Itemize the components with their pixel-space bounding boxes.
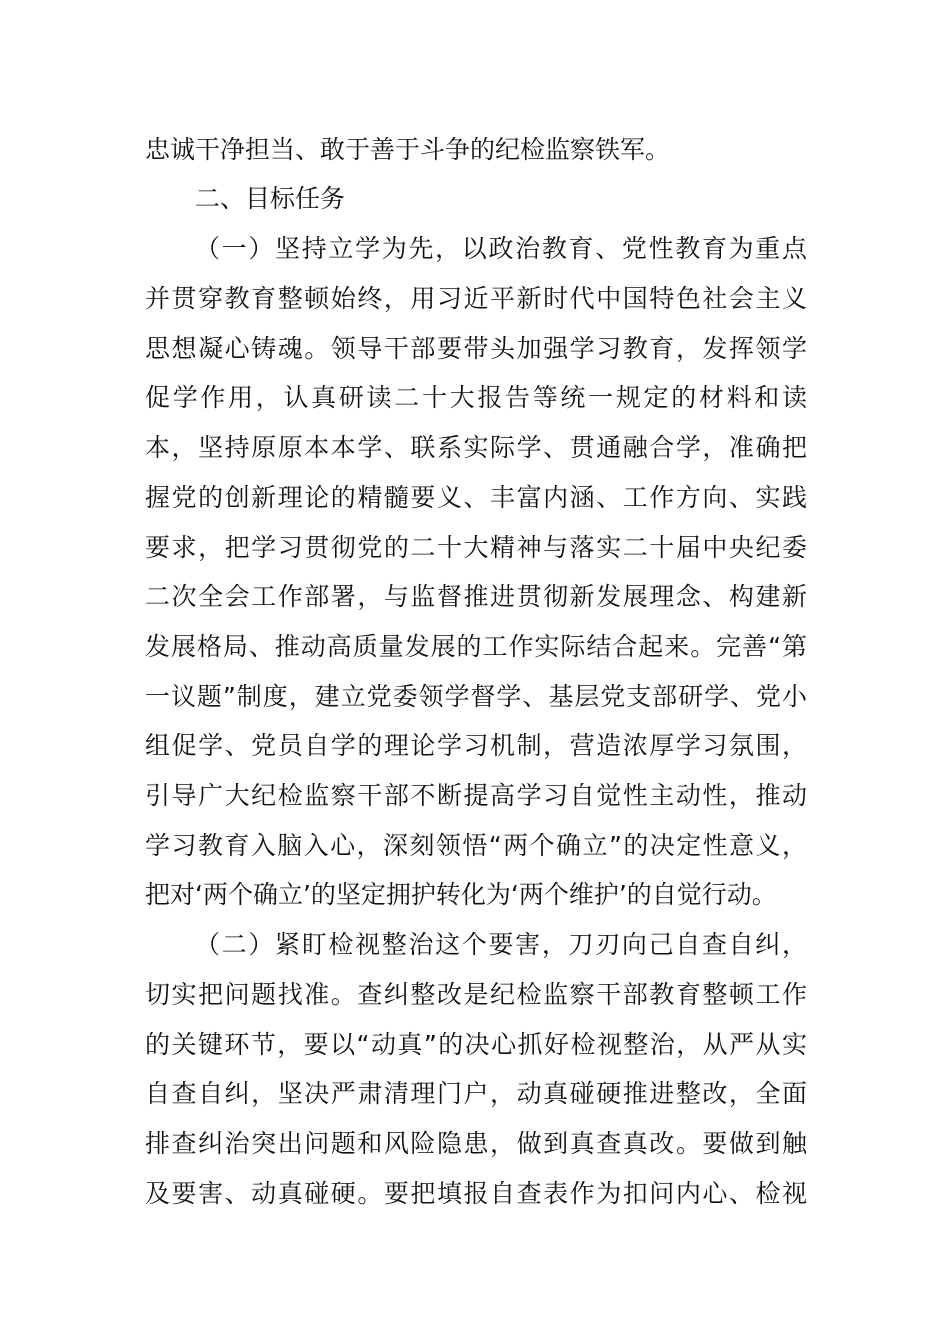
text-line-13: 组促学、党员自学的理论学习机制，营造浓厚学习氛围， (145, 731, 807, 760)
text-line-18: 切实把问题找准。查纠整改是纪检监察干部教育整顿工作 (145, 980, 807, 1009)
text-line-4: 并贯穿教育整顿始终，用习近平新时代中国特色社会主义 (145, 284, 807, 313)
section-heading: 二、目标任务 (195, 184, 346, 213)
text-line-12: 一议题”制度，建立党委领学督学、基层党支部研学、党小 (145, 682, 807, 711)
text-line-1: 忠诚干净担当、敢于善于斗争的纪检监察铁军。 (145, 135, 671, 164)
text-line-9: 要求，把学习贯彻党的二十大精神与落实二十届中央纪委 (145, 533, 807, 562)
text-line-7: 本，坚持原原本本学、联系实际学、贯通融合学，准确把 (145, 433, 807, 462)
text-line-11: 发展格局、推动高质量发展的工作实际结合起来。完善“第 (145, 632, 807, 661)
text-line-19: 的关键环节，要以“动真”的决心抓好检视整治，从严从实 (145, 1030, 807, 1059)
text-line-10: 二次全会工作部署，与监督推进贯彻新发展理念、构建新 (145, 582, 807, 611)
text-line-14: 引导广大纪检监察干部不断提高学习自觉性主动性，推动 (145, 781, 807, 810)
text-line-6: 促学作用，认真研读二十大报告等统一规定的材料和读 (145, 383, 807, 412)
text-line-21: 排查纠治突出问题和风险隐患，做到真查真改。要做到触 (145, 1129, 807, 1158)
text-line-5: 思想凝心铸魂。领导干部要带头加强学习教育，发挥领学 (145, 334, 807, 363)
text-line-17: （二）紧盯检视整治这个要害，刀刃向己自查自纠， (195, 930, 807, 959)
text-line-20: 自查自纠，坚决严肃清理门户，动真碰硬推进整改，全面 (145, 1079, 807, 1108)
text-line-8: 握党的创新理论的精髓要义、丰富内涵、工作方向、实践 (145, 483, 807, 512)
text-line-16: 把对‘两个确立’的坚定拥护转化为‘两个维护’的自觉行动。 (145, 880, 777, 909)
text-line-22: 及要害、动真碰硬。要把填报自查表作为扣问内心、检视 (145, 1179, 807, 1208)
text-line-15: 学习教育入脑入心，深刻领悟“两个确立”的决定性意义， (145, 831, 807, 860)
text-line-3: （一）坚持立学为先，以政治教育、党性教育为重点 (195, 234, 807, 263)
